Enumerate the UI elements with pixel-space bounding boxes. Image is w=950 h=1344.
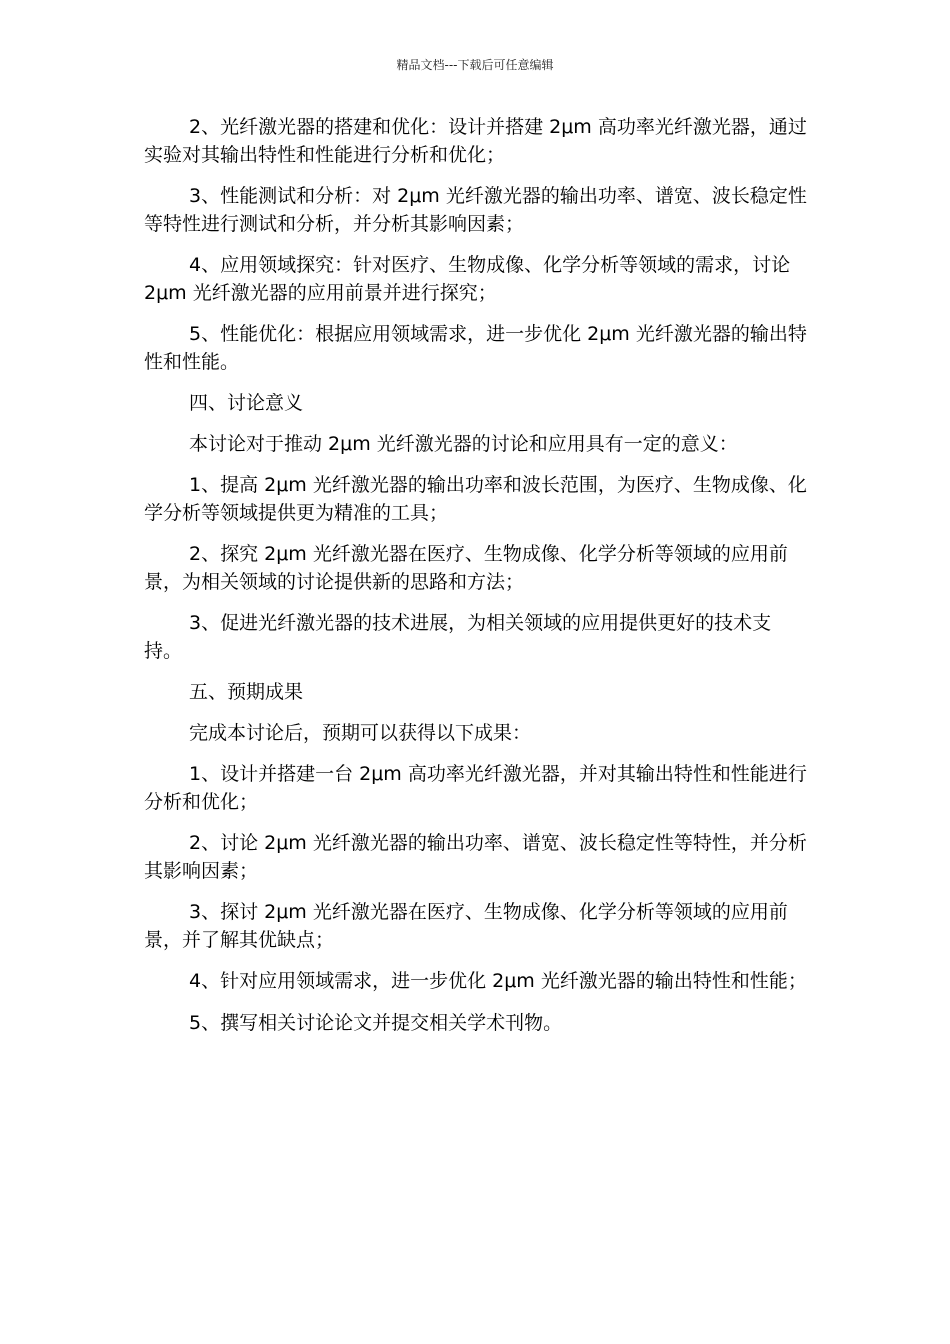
expected-result-item-5: 5、撰写相关讨论论文并提交相关学术刊物。: [189, 1011, 563, 1034]
list-item-application-exploration: 4、应用领域探究：针对医疗、生物成像、化学分析等领域的需求，讨论 2μm 光纤激光器的应用前景并进行探究；: [144, 254, 791, 304]
significance-intro: 本讨论对于推动 2μm 光纤激光器的讨论和应用具有一定的意义：: [189, 432, 738, 455]
list-item-fiber-laser-build: 2、光纤激光器的搭建和优化：设计并搭建 2μm 高功率光纤激光器，通过实验对其输出特性和性能进行分析和优化；: [144, 116, 807, 166]
expected-result-item-1: 1、设计并搭建一台 2μm 高功率光纤激光器，并对其输出特性和性能进行分析和优化；: [144, 763, 807, 813]
expected-result-item-2: 2、讨论 2μm 光纤激光器的输出功率、谱宽、波长稳定性等特性，并分析其影响因素；: [144, 832, 807, 882]
expected-result-item-3: 3、探讨 2μm 光纤激光器在医疗、生物成像、化学分析等领域的应用前景，并了解其优缺点；: [144, 901, 788, 951]
significance-item-2: 2、探究 2μm 光纤激光器在医疗、生物成像、化学分析等领域的应用前景，为相关领域的讨论提供新的思路和方法；: [144, 543, 788, 593]
document-body: [144, 114, 808, 1051]
significance-item-1: 1、提高 2μm 光纤激光器的输出功率和波长范围，为医疗、生物成像、化学分析等领域提供更为精准的工具；: [144, 474, 807, 524]
section-heading-significance: 四、讨论意义: [189, 392, 304, 414]
list-item-performance-testing: 3、性能测试和分析：对 2μm 光纤激光器的输出功率、谱宽、波长稳定性等特性进行测试和分析，并分析其影响因素；: [144, 185, 807, 235]
expected-results-intro: 完成本讨论后，预期可以获得以下成果：: [189, 721, 532, 744]
list-item-performance-optimization: 5、性能优化：根据应用领域需求，进一步优化 2μm 光纤激光器的输出特性和性能。: [144, 323, 807, 373]
significance-item-3: 3、促进光纤激光器的技术进展，为相关领域的应用提供更好的技术支持。: [144, 612, 772, 662]
expected-result-item-4: 4、针对应用领域需求，进一步优化 2μm 光纤激光器的输出特性和性能；: [189, 970, 807, 992]
page-header: 精品文档---下载后可任意编辑: [396, 58, 554, 72]
section-heading-expected-results: 五、预期成果: [189, 681, 304, 703]
